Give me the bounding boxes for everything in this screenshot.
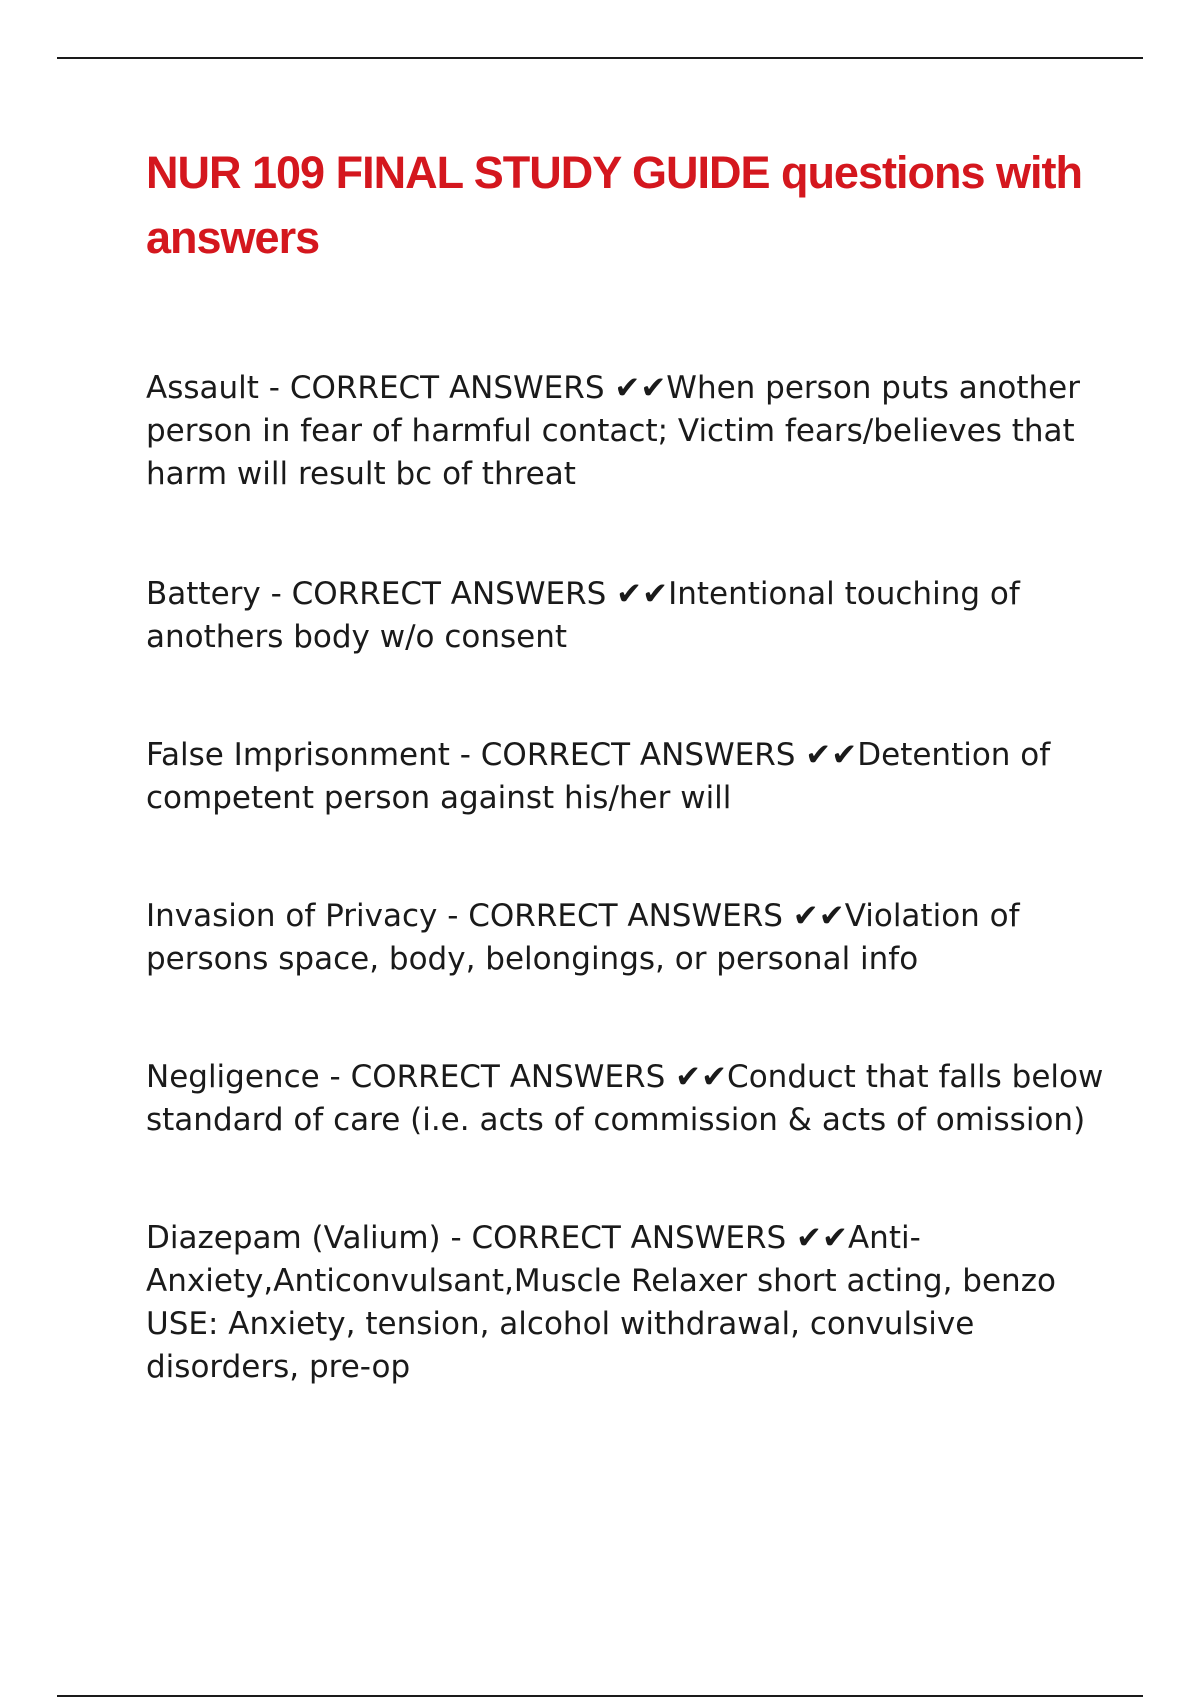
qa-entry-assault: Assault - CORRECT ANSWERS ✔✔When person puts another person in fear of harmful contact; Victim fears/believes that harm will result bc of threat [146, 370, 1080, 492]
qa-entry-negligence: Negligence - CORRECT ANSWERS ✔✔Conduct that falls below standard of care (i.e. acts of commission & acts of omission) [146, 1059, 1104, 1138]
bottom-divider [57, 1695, 1143, 1697]
document-title: NUR 109 FINAL STUDY GUIDE questions with answers [146, 147, 1082, 263]
qa-entry-invasion-of-privacy: Invasion of Privacy - CORRECT ANSWERS ✔✔Violation of persons space, body, belongings, or personal info [146, 898, 1020, 977]
qa-list [146, 367, 1106, 1389]
qa-entry-diazepam: Diazepam (Valium) - CORRECT ANSWERS ✔✔Anti-Anxiety,Anticonvulsant,Muscle Relaxer short acting, benzo USE: Anxiety, tension, alcohol withdrawal, convulsive disorders, pre-op [146, 1220, 1056, 1385]
qa-entry-false-imprisonment: False Imprisonment - CORRECT ANSWERS ✔✔Detention of competent person against his/her will [146, 737, 1051, 816]
top-divider [57, 57, 1143, 59]
qa-entry-battery: Battery - CORRECT ANSWERS ✔✔Intentional touching of anothers body w/o consent [146, 576, 1020, 655]
